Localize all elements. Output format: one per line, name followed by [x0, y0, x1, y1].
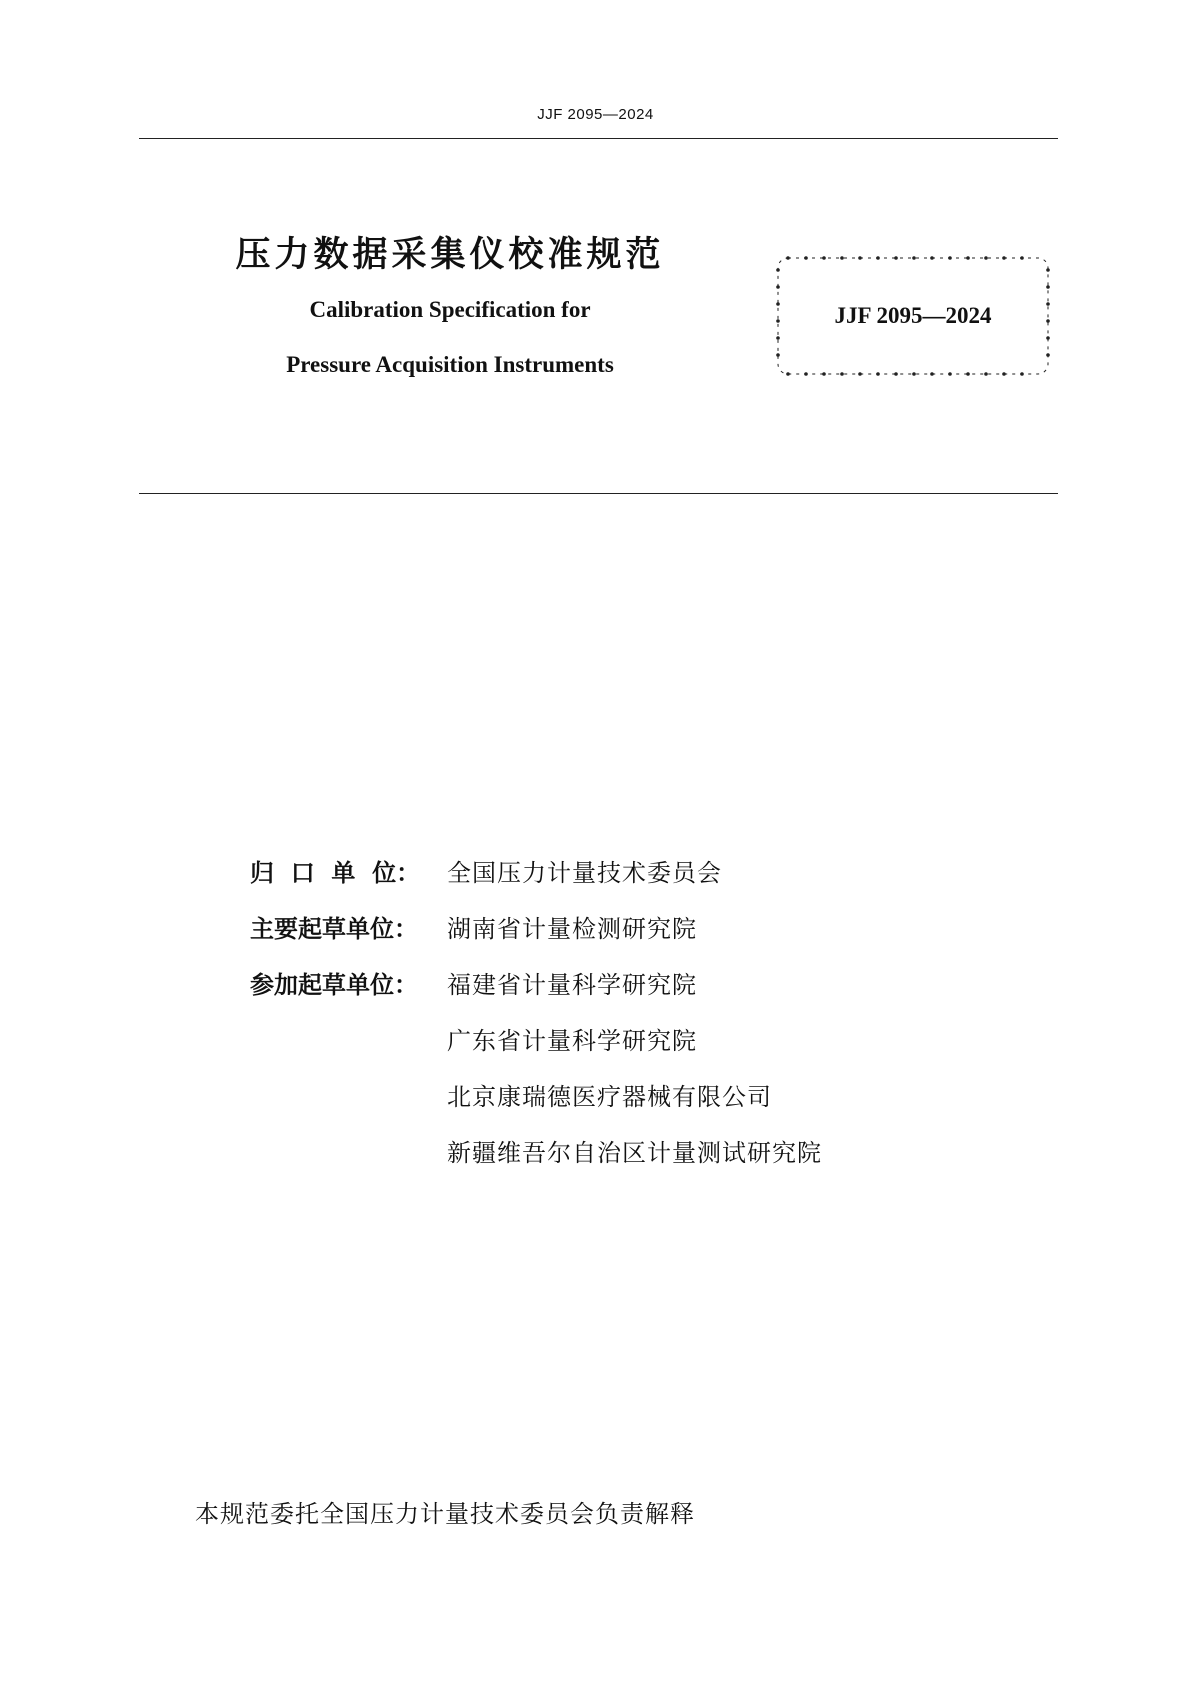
unit-label: 归 口 单 位： — [250, 859, 421, 887]
unit-row — [250, 1013, 822, 1069]
standard-code-box-text: JJF 2095—2024 — [834, 303, 992, 328]
unit-name: 湖南省计量检测研究院 — [447, 915, 697, 943]
header-rule — [139, 138, 1058, 139]
title-rule — [139, 493, 1058, 494]
unit-name: 全国压力计量技术委员会 — [447, 859, 722, 887]
title-english-line-1: Calibration Specification for — [309, 297, 591, 322]
unit-label — [250, 1069, 447, 1125]
interpretation-note: 本规范委托全国压力计量技术委员会负责解释 — [195, 1500, 695, 1528]
title-english-line-2: Pressure Acquisition Instruments — [286, 352, 614, 377]
header-standard-code: JJF 2095—2024 — [537, 106, 654, 123]
unit-label — [250, 1125, 447, 1181]
title-chinese: 压力数据采集仪校准规范 — [235, 235, 665, 275]
drafting-units — [250, 845, 822, 1181]
unit-name: 广东省计量科学研究院 — [447, 1027, 697, 1055]
unit-name: 福建省计量科学研究院 — [447, 971, 697, 999]
unit-row — [250, 901, 822, 957]
standard-code-box — [774, 254, 1052, 378]
unit-label: 参加起草单位： — [250, 971, 418, 999]
unit-label — [250, 1013, 447, 1069]
unit-row — [250, 1125, 822, 1181]
unit-name: 北京康瑞德医疗器械有限公司 — [447, 1083, 772, 1111]
unit-row — [250, 845, 822, 901]
unit-row — [250, 957, 822, 1013]
unit-row — [250, 1069, 822, 1125]
unit-name: 新疆维吾尔自治区计量测试研究院 — [447, 1139, 822, 1167]
unit-label: 主要起草单位： — [250, 915, 418, 943]
title-block — [200, 230, 700, 379]
